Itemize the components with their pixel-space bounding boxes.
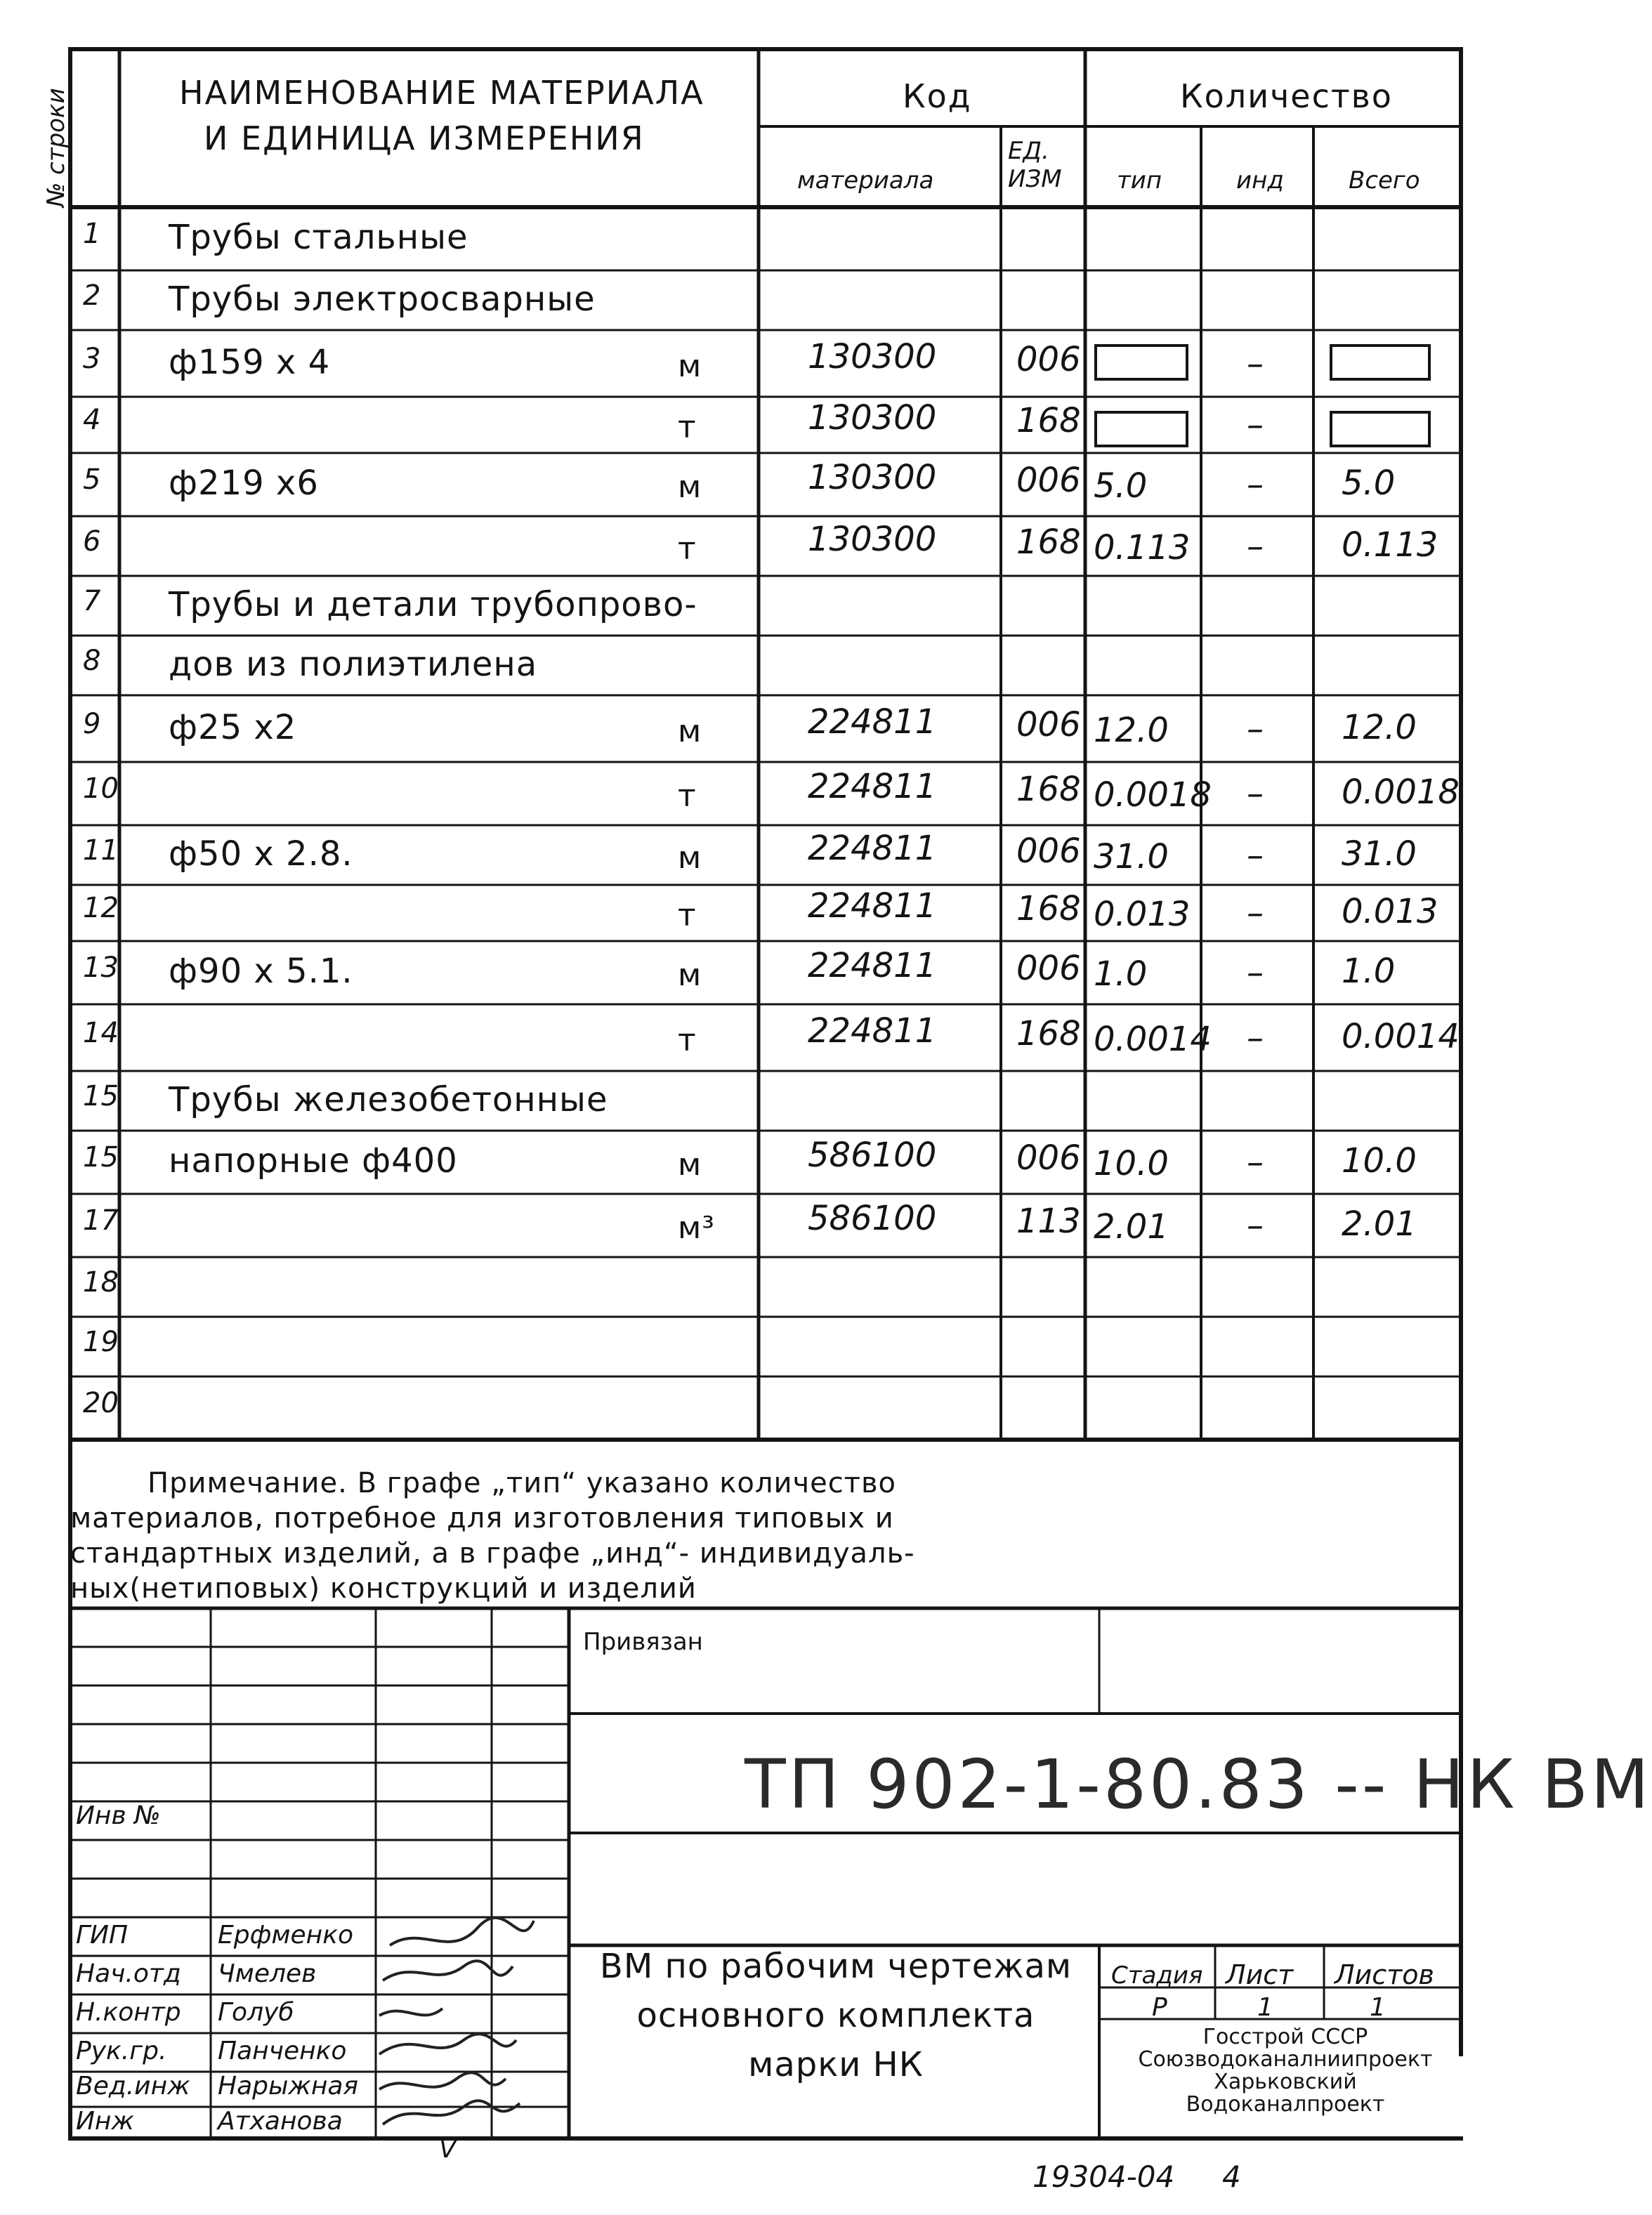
row-number: 17 xyxy=(83,1204,119,1237)
signer-name: Нарыжная xyxy=(218,2072,359,2101)
row-number: 2 xyxy=(83,279,101,312)
header-quantity: Количество xyxy=(1180,77,1393,115)
row-total-qty: 0.0014 xyxy=(1342,1016,1460,1056)
note-line3: стандартных изделий, а в графе „инд“- индивидуаль- xyxy=(70,1537,915,1570)
signer-role: Инж xyxy=(76,2107,134,2136)
row-type-qty: 0.0018 xyxy=(1094,775,1212,815)
row-unit-code: 006 xyxy=(1016,704,1081,744)
row-ind-qty: – xyxy=(1247,1143,1264,1182)
row-name: ф50 х 2.8. xyxy=(169,834,353,874)
signer-role: Нач.отд xyxy=(76,1959,181,1988)
row-unit-letter: м xyxy=(678,348,702,384)
row-type-qty: 12.0 xyxy=(1094,710,1169,750)
signer-role: Н.контр xyxy=(76,1998,181,2027)
row-number: 1 xyxy=(83,218,101,250)
row-name: ф159 х 4 xyxy=(169,342,331,382)
row-unit-letter: т xyxy=(678,530,697,567)
bottom-mark: V xyxy=(439,2135,457,2164)
row-name: Трубы электросварные xyxy=(169,279,596,319)
row-code: 224811 xyxy=(808,828,937,868)
row-number: 15 xyxy=(83,1079,119,1112)
row-name: ф219 х6 xyxy=(169,464,319,503)
row-name: Трубы и детали трубопрово- xyxy=(169,584,697,624)
title-line2: основного комплекта xyxy=(636,1996,1035,2035)
signature-scribble xyxy=(383,2101,520,2124)
row-unit-code: 168 xyxy=(1016,1013,1081,1053)
row-name: ф90 х 5.1. xyxy=(169,952,353,991)
row-number: 9 xyxy=(83,707,101,740)
row-ind-qty: – xyxy=(1247,774,1264,813)
header-name-line1: НАИМЕНОВАНИЕ МАТЕРИАЛА xyxy=(179,74,704,112)
row-ind-qty: – xyxy=(1247,709,1264,749)
row-name: ф25 х2 xyxy=(169,707,297,747)
row-ind-qty: – xyxy=(1247,526,1264,566)
row-code: 130300 xyxy=(808,336,937,376)
row-total-qty: 12.0 xyxy=(1342,707,1417,747)
signature-scribble xyxy=(379,2072,506,2089)
row-number: 3 xyxy=(83,342,101,375)
row-unit-code: 168 xyxy=(1016,401,1081,440)
row-unit-letter: т xyxy=(678,1022,697,1058)
row-number: 18 xyxy=(83,1266,119,1299)
row-unit-letter: т xyxy=(678,778,697,814)
row-type-qty: 0.113 xyxy=(1094,527,1191,567)
row-number: 15 xyxy=(83,1141,119,1174)
row-unit-letter: т xyxy=(678,898,697,933)
header-total: Всего xyxy=(1349,166,1420,195)
signer-role: Вед.инж xyxy=(76,2072,190,2101)
inv-number-label: Инв № xyxy=(76,1801,161,1830)
row-total-qty: 0.0018 xyxy=(1342,773,1460,812)
signature-scribble xyxy=(379,2034,516,2054)
sheet-label: Лист xyxy=(1226,1959,1294,1990)
row-unit-letter: м xyxy=(678,957,702,993)
row-unit-letter: м xyxy=(678,839,702,876)
row-type-qty: 0.013 xyxy=(1094,895,1191,934)
row-unit-code: 006 xyxy=(1016,461,1081,500)
row-number: 8 xyxy=(83,644,101,677)
row-number: 13 xyxy=(83,952,119,984)
row-unit-letter: т xyxy=(678,409,697,445)
document-number: ТП 902-1-80.83 -- НК ВМ xyxy=(745,1745,1652,1824)
row-ind-qty: – xyxy=(1247,343,1264,383)
signer-name: Панченко xyxy=(218,2037,347,2065)
note-line4: ных(нетиповых) конструкций и изделий xyxy=(70,1572,697,1605)
row-number: 10 xyxy=(83,773,119,805)
title-line1: ВМ по рабочим чертежам xyxy=(599,1947,1073,1986)
row-code: 224811 xyxy=(808,946,937,985)
row-number: 19 xyxy=(83,1325,119,1358)
sheets-label: Листов xyxy=(1335,1959,1434,1990)
row-total-qty: 10.0 xyxy=(1342,1141,1417,1181)
row-unit-letter: м³ xyxy=(678,1210,715,1246)
row-ind-qty: – xyxy=(1247,1206,1264,1245)
row-code: 130300 xyxy=(808,458,937,497)
signer-name: Голуб xyxy=(218,1998,294,2027)
row-name: дов из полиэтилена xyxy=(169,644,538,684)
note-line2: материалов, потребное для изготовления типовых и xyxy=(70,1502,894,1534)
sheets-value: 1 xyxy=(1370,1993,1386,2022)
title-line3: марки НК xyxy=(748,2045,924,2084)
row-ind-qty: – xyxy=(1247,405,1264,445)
stage-label: Стадия xyxy=(1111,1961,1203,1990)
row-code: 586100 xyxy=(808,1199,937,1238)
row-code: 130300 xyxy=(808,519,937,559)
row-type-qty: 1.0 xyxy=(1094,954,1148,994)
row-code: 586100 xyxy=(808,1136,937,1175)
signature-scribble xyxy=(390,1918,534,1945)
row-total-qty: 2.01 xyxy=(1342,1204,1417,1244)
row-unit-letter: м xyxy=(678,469,702,505)
row-name: Трубы железобетонные xyxy=(169,1079,608,1119)
row-unit-code: 006 xyxy=(1016,1138,1081,1178)
signer-name: Чмелев xyxy=(218,1959,317,1988)
row-number: 11 xyxy=(83,834,119,867)
signer-role: Рук.гр. xyxy=(76,2037,167,2065)
row-code: 224811 xyxy=(808,767,937,806)
row-code: 224811 xyxy=(808,886,937,926)
sheet-value: 1 xyxy=(1257,1993,1273,2022)
row-number: 12 xyxy=(83,892,119,924)
row-total-qty: 0.113 xyxy=(1342,525,1438,565)
row-number: 6 xyxy=(83,525,101,558)
row-code: 224811 xyxy=(808,1011,937,1051)
row-unit-code: 006 xyxy=(1016,831,1081,871)
row-total-qty: 31.0 xyxy=(1342,834,1417,874)
row-type-qty: 2.01 xyxy=(1094,1207,1169,1247)
row-number: 14 xyxy=(83,1016,119,1049)
row-unit-letter: м xyxy=(678,1147,702,1183)
signature-scribble xyxy=(379,2009,442,2016)
row-unit-code: 168 xyxy=(1016,770,1081,809)
stage-value: Р xyxy=(1152,1993,1167,2022)
row-type-qty: 31.0 xyxy=(1094,836,1169,876)
signer-name: Ерфменко xyxy=(218,1921,353,1950)
row-ind-qty: – xyxy=(1247,465,1264,504)
header-unit: ЕД. ИЗМ xyxy=(1008,137,1062,193)
row-ind-qty: – xyxy=(1247,953,1264,992)
row-type-qty: 0.0014 xyxy=(1094,1019,1212,1059)
header-name-line2: И ЕДИНИЦА ИЗМЕРЕНИЯ xyxy=(204,119,645,157)
row-unit-code: 006 xyxy=(1016,949,1081,988)
org-line3: Харьковский xyxy=(1214,2070,1357,2094)
note-line1: Примечание. В графе „тип“ указано количество xyxy=(148,1467,897,1499)
header-ind: инд xyxy=(1236,166,1284,195)
row-number: 5 xyxy=(83,464,101,496)
row-total-qty: 0.013 xyxy=(1342,892,1438,931)
header-type: тип xyxy=(1117,166,1162,195)
privyazan-label: Привязан xyxy=(583,1628,703,1656)
header-code: Код xyxy=(903,77,972,115)
org-line4: Водоканалпроект xyxy=(1186,2092,1385,2117)
bottom-page: 4 xyxy=(1222,2160,1241,2194)
row-number: 4 xyxy=(83,404,101,436)
row-unit-code: 168 xyxy=(1016,889,1081,928)
row-unit-code: 168 xyxy=(1016,522,1081,562)
row-name: напорные ф400 xyxy=(169,1141,458,1181)
row-type-qty: 5.0 xyxy=(1094,466,1148,506)
header-row-number: № строки xyxy=(42,88,70,207)
org-line1: Госстрой СССР xyxy=(1202,2025,1368,2049)
row-unit-code: 006 xyxy=(1016,339,1081,379)
bottom-number: 19304-04 xyxy=(1032,2160,1175,2194)
row-number: 7 xyxy=(83,584,101,617)
row-code: 224811 xyxy=(808,702,937,742)
row-unit-code: 113 xyxy=(1016,1202,1081,1241)
signer-role: ГИП xyxy=(76,1921,129,1950)
signer-name: Атханова xyxy=(218,2107,343,2136)
header-material: материала xyxy=(797,166,934,195)
row-total-qty: 1.0 xyxy=(1342,952,1396,991)
row-number: 20 xyxy=(83,1387,119,1419)
row-ind-qty: – xyxy=(1247,835,1264,875)
org-line2: Союзводоканалниипроект xyxy=(1138,2047,1433,2072)
row-unit-letter: м xyxy=(678,713,702,749)
row-ind-qty: – xyxy=(1247,1018,1264,1058)
row-code: 130300 xyxy=(808,398,937,438)
row-name: Трубы стальные xyxy=(169,218,468,257)
row-ind-qty: – xyxy=(1247,893,1264,933)
row-total-qty: 5.0 xyxy=(1342,464,1396,503)
row-type-qty: 10.0 xyxy=(1094,1144,1169,1183)
signature-scribble xyxy=(383,1961,513,1980)
